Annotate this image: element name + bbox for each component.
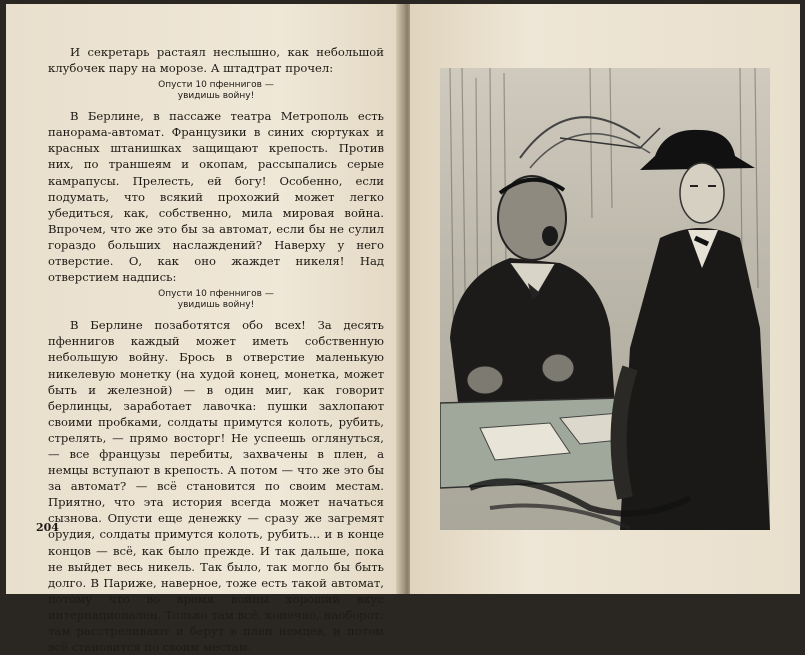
body-text [48, 44, 384, 655]
illustration [440, 68, 770, 530]
sign-line-1: Опусти 10 пфеннигов — [158, 289, 274, 300]
paragraph-1: И секретарь растаял неслышно, как небольшой клубочек пару на морозе. А штадтрат прочел: [48, 45, 384, 76]
sign-line-2: увидишь войну! [177, 91, 255, 102]
sign-quote-1 [48, 80, 384, 102]
page-number: 204 [36, 521, 59, 534]
sign-line-1: Опусти 10 пфеннигов — [158, 80, 274, 91]
sign-line-2: увидишь войну! [177, 300, 255, 311]
left-page [6, 4, 402, 655]
paragraph-2: В Берлине, в пассаже театра Метрополь есть панорама-автомат. Французики в синих сюртуках и красных штанишках защищают крепость. Против них, по траншеям и окопам, рассыпались серые камрапусы. Прелесть, ей богу! Особенно, если подумать, что всякий прохожий может легко убедиться, как, собственно, мила мировая война. Впрочем, что же это бы за автомат, если бы не сулил гораздо больших наслаждений? Наверху у него отверстие. О, как оно жаждет никеля! Над отверстием надпись: [48, 109, 384, 285]
sign-quote-2 [48, 289, 384, 311]
paragraph-3: В Берлине позаботятся обо всех! За десять пфеннигов каждый может иметь собственную небольшую войну. Брось в отверстие маленькую никелевую монетку (на худой конец, монетка, может быть и железной) — в один миг, как говорит берлинцы, заработает лавочка: пушки захлопают своими пробками, солдаты примутся колоть, рубить, стрелять, — прямо восторг! Не успеешь оглянуться, — все французы перебиты, захвачены в плен, а немцы вступают в крепость. А потом — что же это бы за автомат? — всё становится по своим местам. Приятно, что эта история всегда может начаться сызнова. Опусти еще денежку — сразу же загремят орудия, солдаты примутся колоть, рубить... и в конце концов — всё, как было прежде. И так дальше, пока не выйдет весь никель. Так было, так могло бы быть долго. В Париже, наверное, тоже есть такой автомат, потому что во время войны хороший вкус интернационален. Только там всё, конечно, наоборот: там расстреливают и берут в плен немцев, и потом всё становится по своим местам. [48, 318, 384, 655]
lithograph-drawing [440, 68, 770, 530]
